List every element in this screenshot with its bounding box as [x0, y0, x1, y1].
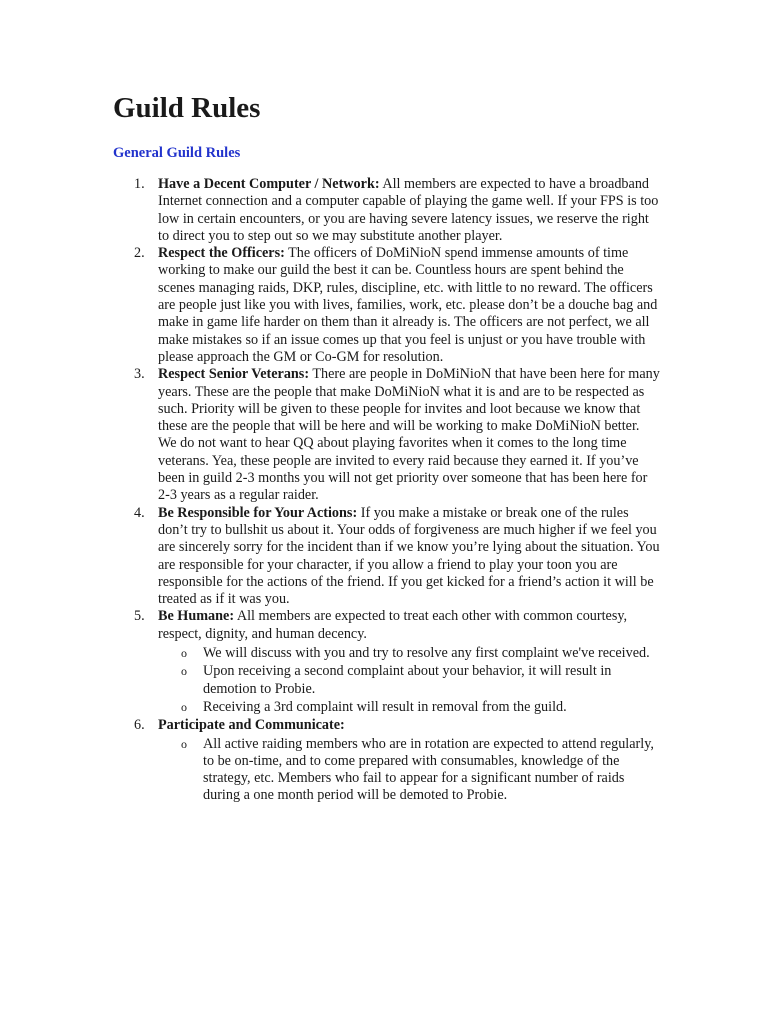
rule-title: Have a Decent Computer / Network:: [158, 176, 380, 192]
bullet-icon: o: [181, 736, 187, 751]
rule-title: Respect the Officers:: [158, 245, 285, 262]
rule-number: 4.: [134, 504, 145, 521]
rule-item-participate-communicate: [0, 717, 768, 805]
sub-item-text: All active raiding members who are in rotation are expected to attend regularly, to be on-time, and to come prepared with consumables, knowledge of the strategy, etc. Members who fail to appear for a significant number of raids during a one month period will be demoted to Probie.: [203, 735, 654, 804]
section-heading: General Guild Rules: [113, 145, 241, 161]
rule-title: Be Humane:: [158, 608, 235, 625]
rule-number: 2.: [134, 245, 145, 262]
rule-title: Participate and Communicate:: [158, 716, 345, 733]
rule-item-computer-network: [0, 176, 768, 245]
rule-title: Respect Senior Veterans:: [158, 366, 310, 383]
sub-item-text: Receiving a 3rd complaint will result in removal from the guild.: [203, 699, 567, 716]
rule-item-respect-veterans: [0, 366, 768, 504]
sub-item: [158, 699, 660, 716]
sub-item: [158, 645, 660, 662]
rule-text: The officers of DoMiNioN spend immense amounts of time working to make our guild the best it can be. Countless hours are spent behind the scenes managing raids, DKP, rules, discipline, etc. with little to no reward. The officers are people just like you with lives, families, work, etc. please don’t be a douche bag and make in game life harder on them than it already is. The officers are not perfect, we all make mistakes so if an issue comes up that you feel is unjust or you have trouble with please approach the GM or Co-GM for resolution.: [158, 245, 658, 365]
sub-item-text: Upon receiving a second complaint about your behavior, it will result in demotion to Probie.: [203, 663, 612, 697]
rule-text: All members are expected to have a broadband Internet connection and a computer capable of playing the game well. If your FPS is too low in certain encounters, or you are having severe latency issues, we reserve the right to direct you to step out so we may substitute another player.: [158, 176, 659, 244]
bullet-icon: o: [181, 700, 187, 715]
rule-item-responsible-actions: [0, 505, 768, 609]
rules-list: [0, 176, 768, 805]
rule-number: 5.: [134, 608, 145, 625]
bullet-icon: o: [181, 664, 187, 679]
rule-number: 6.: [134, 716, 145, 733]
sub-list: [158, 736, 660, 805]
rule-text: If you make a mistake or break one of the rules don’t try to bullshit us about it. Your odds of forgiveness are much higher if we feel you are sincerely sorry for the incident than if we know you’re lying about the situation. You are responsible for your character, if you allow a friend to play your toon you are responsible for the actions of the friend. If you get kicked for a friend’s action it will be treated as if it was you.: [158, 504, 660, 608]
bullet-icon: o: [181, 645, 187, 660]
rule-number: 3.: [134, 366, 145, 383]
rule-text: All members are expected to treat each other with common courtesy, respect, dignity, and human decency.: [158, 608, 628, 642]
sub-item: [158, 736, 660, 805]
rule-number: 1.: [134, 176, 145, 192]
sub-item: [158, 663, 660, 698]
rule-title: Be Responsible for Your Actions:: [158, 504, 358, 521]
rule-text: There are people in DoMiNioN that have been here for many years. These are the people that make DoMiNioN what it is and are to be respected as such. Priority will be given to these people for invites and loot because we know that these are the people that will be here and will be working to make DoMiNioN better. We do not want to hear QQ about playing favorites when it comes to the long time veterans. Yea, these people are invited to every raid because they earned it. If you’ve been in guild 2-3 months you will not get priority over someone that has been here for 2-3 years as a regular raider.: [158, 366, 660, 504]
page-title: Guild Rules: [113, 92, 261, 124]
sub-list: [158, 645, 660, 717]
sub-item-text: We will discuss with you and try to resolve any first complaint we've received.: [203, 644, 650, 661]
rule-item-be-humane: [0, 608, 768, 716]
rule-item-respect-officers: [0, 245, 768, 366]
